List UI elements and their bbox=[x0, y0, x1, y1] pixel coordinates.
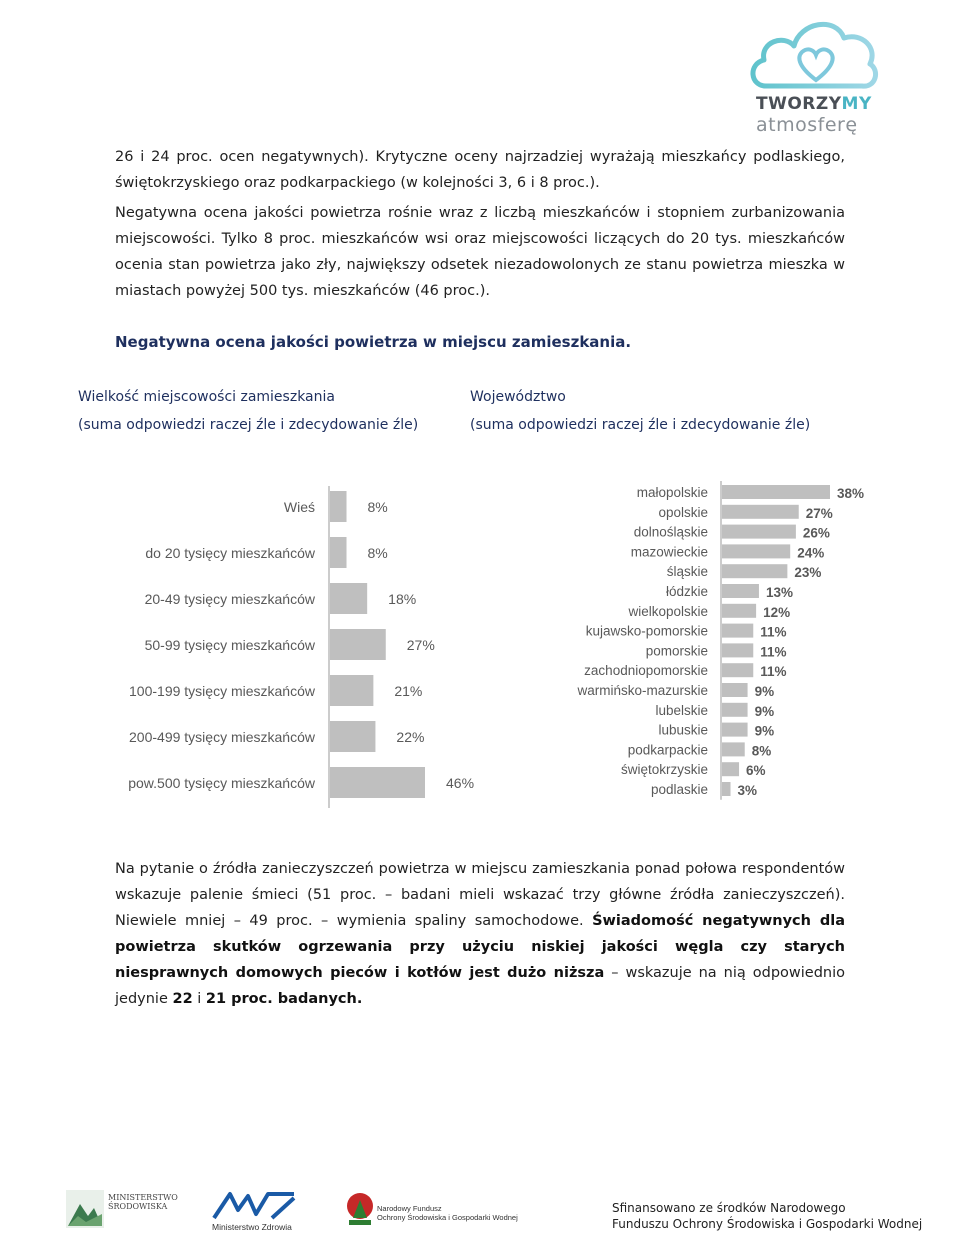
right-chart-value-label: 11% bbox=[760, 664, 787, 680]
right-chart-value-label: 13% bbox=[765, 585, 793, 600]
left-chart-category-label: pow.500 tysięcy mieszkańców bbox=[128, 775, 315, 791]
right-chart-category-label: łódzkie bbox=[665, 584, 708, 599]
right-chart-category-label: zachodniopomorskie bbox=[584, 663, 708, 679]
left-chart-value-label: 8% bbox=[367, 545, 388, 561]
right-chart-category-label: lubelskie bbox=[655, 702, 708, 718]
right-chart-value-label: 8% bbox=[751, 743, 772, 759]
funding-note-line1: Sfinansowano ze środków Narodowego bbox=[612, 1201, 846, 1215]
right-chart-value-label: 6% bbox=[746, 763, 766, 779]
left-chart-value-label: 21% bbox=[394, 683, 423, 699]
right-chart-category-label: małopolskie bbox=[636, 485, 708, 500]
right-chart-category-label: świętokrzyskie bbox=[620, 762, 708, 778]
right-chart-bar bbox=[722, 485, 830, 499]
p3-text-1: Na pytanie o źródła zanieczyszczeń powietrza w miejscu zamieszkania ponad połowa respondentów wskazuje palenie śmieci (51 proc. – badani mieli wskazać trzy główne źródła zanieczyszczeń). Niewiele mniej – 49 proc. – wymienia spaliny samochodowe. bbox=[115, 861, 845, 929]
right-chart-bar bbox=[722, 663, 753, 677]
left-chart-bar bbox=[330, 675, 373, 706]
paragraph-3 bbox=[115, 856, 845, 1012]
section-heading: Negatywna ocena jakości powietrza w miejscu zamieszkania. bbox=[115, 333, 632, 351]
left-chart-bar bbox=[330, 721, 375, 752]
left-chart-bar bbox=[330, 629, 386, 660]
ministry-environment-line1: MINISTERSTWO bbox=[108, 1193, 178, 1202]
right-chart-category-label: opolskie bbox=[658, 504, 708, 520]
left-chart-bar bbox=[330, 583, 367, 614]
right-chart-value-label: 9% bbox=[754, 684, 775, 699]
right-chart-bar bbox=[722, 683, 748, 697]
left-chart-title-line2: (suma odpowiedzi raczej źle i zdecydowanie źle) bbox=[78, 417, 419, 433]
left-chart-value-label: 8% bbox=[367, 499, 388, 515]
right-chart-value-label: 11% bbox=[760, 644, 787, 660]
left-chart-category-label: 200-499 tysięcy mieszkańców bbox=[129, 729, 315, 745]
left-chart-bar bbox=[330, 767, 425, 798]
right-chart-category-label: podkarpackie bbox=[627, 742, 708, 758]
ministry-environment-icon bbox=[66, 1190, 104, 1228]
right-chart-bar bbox=[722, 762, 739, 776]
p3-text-2: – wskazuje na nią odpowiednio jedynie bbox=[115, 965, 845, 1007]
right-chart-bar bbox=[722, 525, 796, 539]
right-chart-title-line1: Województwo bbox=[470, 389, 566, 405]
right-chart-value-label: 27% bbox=[805, 505, 833, 521]
right-chart-bar bbox=[722, 703, 748, 717]
left-chart-category-label: 20-49 tysięcy mieszkańców bbox=[144, 591, 315, 607]
left-chart-value-label: 27% bbox=[406, 637, 435, 653]
right-chart-bar bbox=[722, 584, 759, 598]
left-chart-category-label: Wieś bbox=[283, 499, 315, 515]
left-chart-category-label: do 20 tysięcy mieszkańców bbox=[145, 545, 315, 561]
left-chart-value-label: 22% bbox=[396, 729, 425, 745]
right-chart-value-label: 24% bbox=[797, 545, 825, 561]
funding-note bbox=[612, 1200, 922, 1232]
right-chart-bar bbox=[722, 604, 756, 618]
right-chart-value-label: 11% bbox=[760, 624, 787, 640]
logo-text-line1: TWORZYMY bbox=[756, 94, 872, 114]
ministry-health-text: Ministerstwo Zdrowia bbox=[212, 1222, 292, 1232]
funding-note-line2: Funduszu Ochrony Środowiska i Gospodarki Wodnej bbox=[612, 1217, 923, 1231]
right-chart-bar bbox=[722, 505, 799, 519]
p3-bold-2: 22 bbox=[172, 991, 193, 1007]
right-chart-bar bbox=[722, 624, 753, 638]
right-chart-value-label: 3% bbox=[737, 783, 758, 798]
right-chart-bar bbox=[722, 643, 753, 657]
right-chart-bar bbox=[722, 723, 748, 737]
left-chart-category-label: 100-199 tysięcy mieszkańców bbox=[129, 683, 315, 699]
paragraph-2: Negatywna ocena jakości powietrza rośnie wraz z liczbą mieszkańców i stopniem zurbanizowania miejscowości. Tylko 8 proc. mieszkańców wsi oraz miejscowości liczących do 20 tys. mieszkańców ocenia stan powietrza jako zły, największy odsetek niezadowolonych ze stanu powietrza mieszka w miastach powyżej 500 tys. mieszkańców (46 proc.). bbox=[115, 205, 845, 299]
right-chart-category-label: śląskie bbox=[666, 564, 708, 580]
ministry-environment-logo bbox=[66, 1190, 178, 1232]
right-chart-category-label: warmińsko-mazurskie bbox=[577, 683, 708, 698]
right-chart-value-label: 9% bbox=[754, 723, 775, 739]
left-chart-category-label: 50-99 tysięcy mieszkańców bbox=[144, 637, 315, 653]
left-chart-bar bbox=[330, 491, 347, 522]
right-chart-category-label: dolnośląskie bbox=[633, 524, 708, 540]
right-chart-category-label: pomorskie bbox=[645, 643, 708, 659]
paragraph-1: 26 i 24 proc. ocen negatywnych). Krytyczne oceny najrzadziej wyrażają mieszkańcy podlaskiego, świętokrzyskiego oraz podkarpackiego (w kolejności 3, 6 i 8 proc.). bbox=[115, 149, 845, 191]
right-chart-category-label: lubuskie bbox=[658, 722, 708, 738]
right-chart-bar bbox=[722, 564, 787, 578]
ministry-environment-line2: ŚRODOWISKA bbox=[108, 1202, 168, 1211]
right-chart-value-label: 26% bbox=[802, 525, 830, 541]
right-chart-category-label: podlaskie bbox=[650, 782, 708, 797]
right-chart-category-label: kujawsko-pomorskie bbox=[585, 623, 708, 639]
p3-bold-3: 21 proc. badanych. bbox=[205, 991, 363, 1007]
left-chart-bar bbox=[330, 537, 347, 568]
left-chart-value-label: 46% bbox=[446, 775, 475, 791]
logo-text-line2: atmosferę bbox=[756, 114, 858, 136]
right-chart-bar bbox=[722, 544, 790, 558]
national-fund-icon bbox=[345, 1190, 375, 1228]
right-chart-title-line2: (suma odpowiedzi raczej źle i zdecydowanie źle) bbox=[470, 417, 811, 433]
p3-text-3: i bbox=[192, 991, 206, 1007]
right-chart-value-label: 9% bbox=[754, 703, 775, 719]
right-chart-bar bbox=[722, 742, 745, 756]
right-chart-category-label: mazowieckie bbox=[630, 544, 708, 560]
right-chart-category-label: wielkopolskie bbox=[628, 603, 708, 619]
national-fund-logo bbox=[345, 1190, 535, 1232]
right-chart-bar bbox=[722, 782, 731, 796]
left-chart-value-label: 18% bbox=[388, 591, 417, 607]
left-chart-title-line1: Wielkość miejscowości zamieszkania bbox=[78, 389, 335, 405]
national-fund-line2: Ochrony Środowiska i Gospodarki Wodnej bbox=[377, 1213, 518, 1222]
p3-bold-1: Świadomość negatywnych dla powietrza skutków ogrzewania przy użyciu niskiej jakości węgla czy starych niesprawnych domowych pieców i kotłów jest dużo niższa bbox=[115, 913, 845, 981]
right-chart-value-label: 12% bbox=[763, 604, 791, 620]
ministry-health-logo bbox=[212, 1190, 302, 1232]
right-chart-value-label: 23% bbox=[794, 565, 822, 581]
ministry-health-icon bbox=[212, 1190, 296, 1220]
national-fund-line1: Narodowy Fundusz bbox=[377, 1204, 442, 1213]
right-chart-value-label: 38% bbox=[837, 486, 865, 501]
